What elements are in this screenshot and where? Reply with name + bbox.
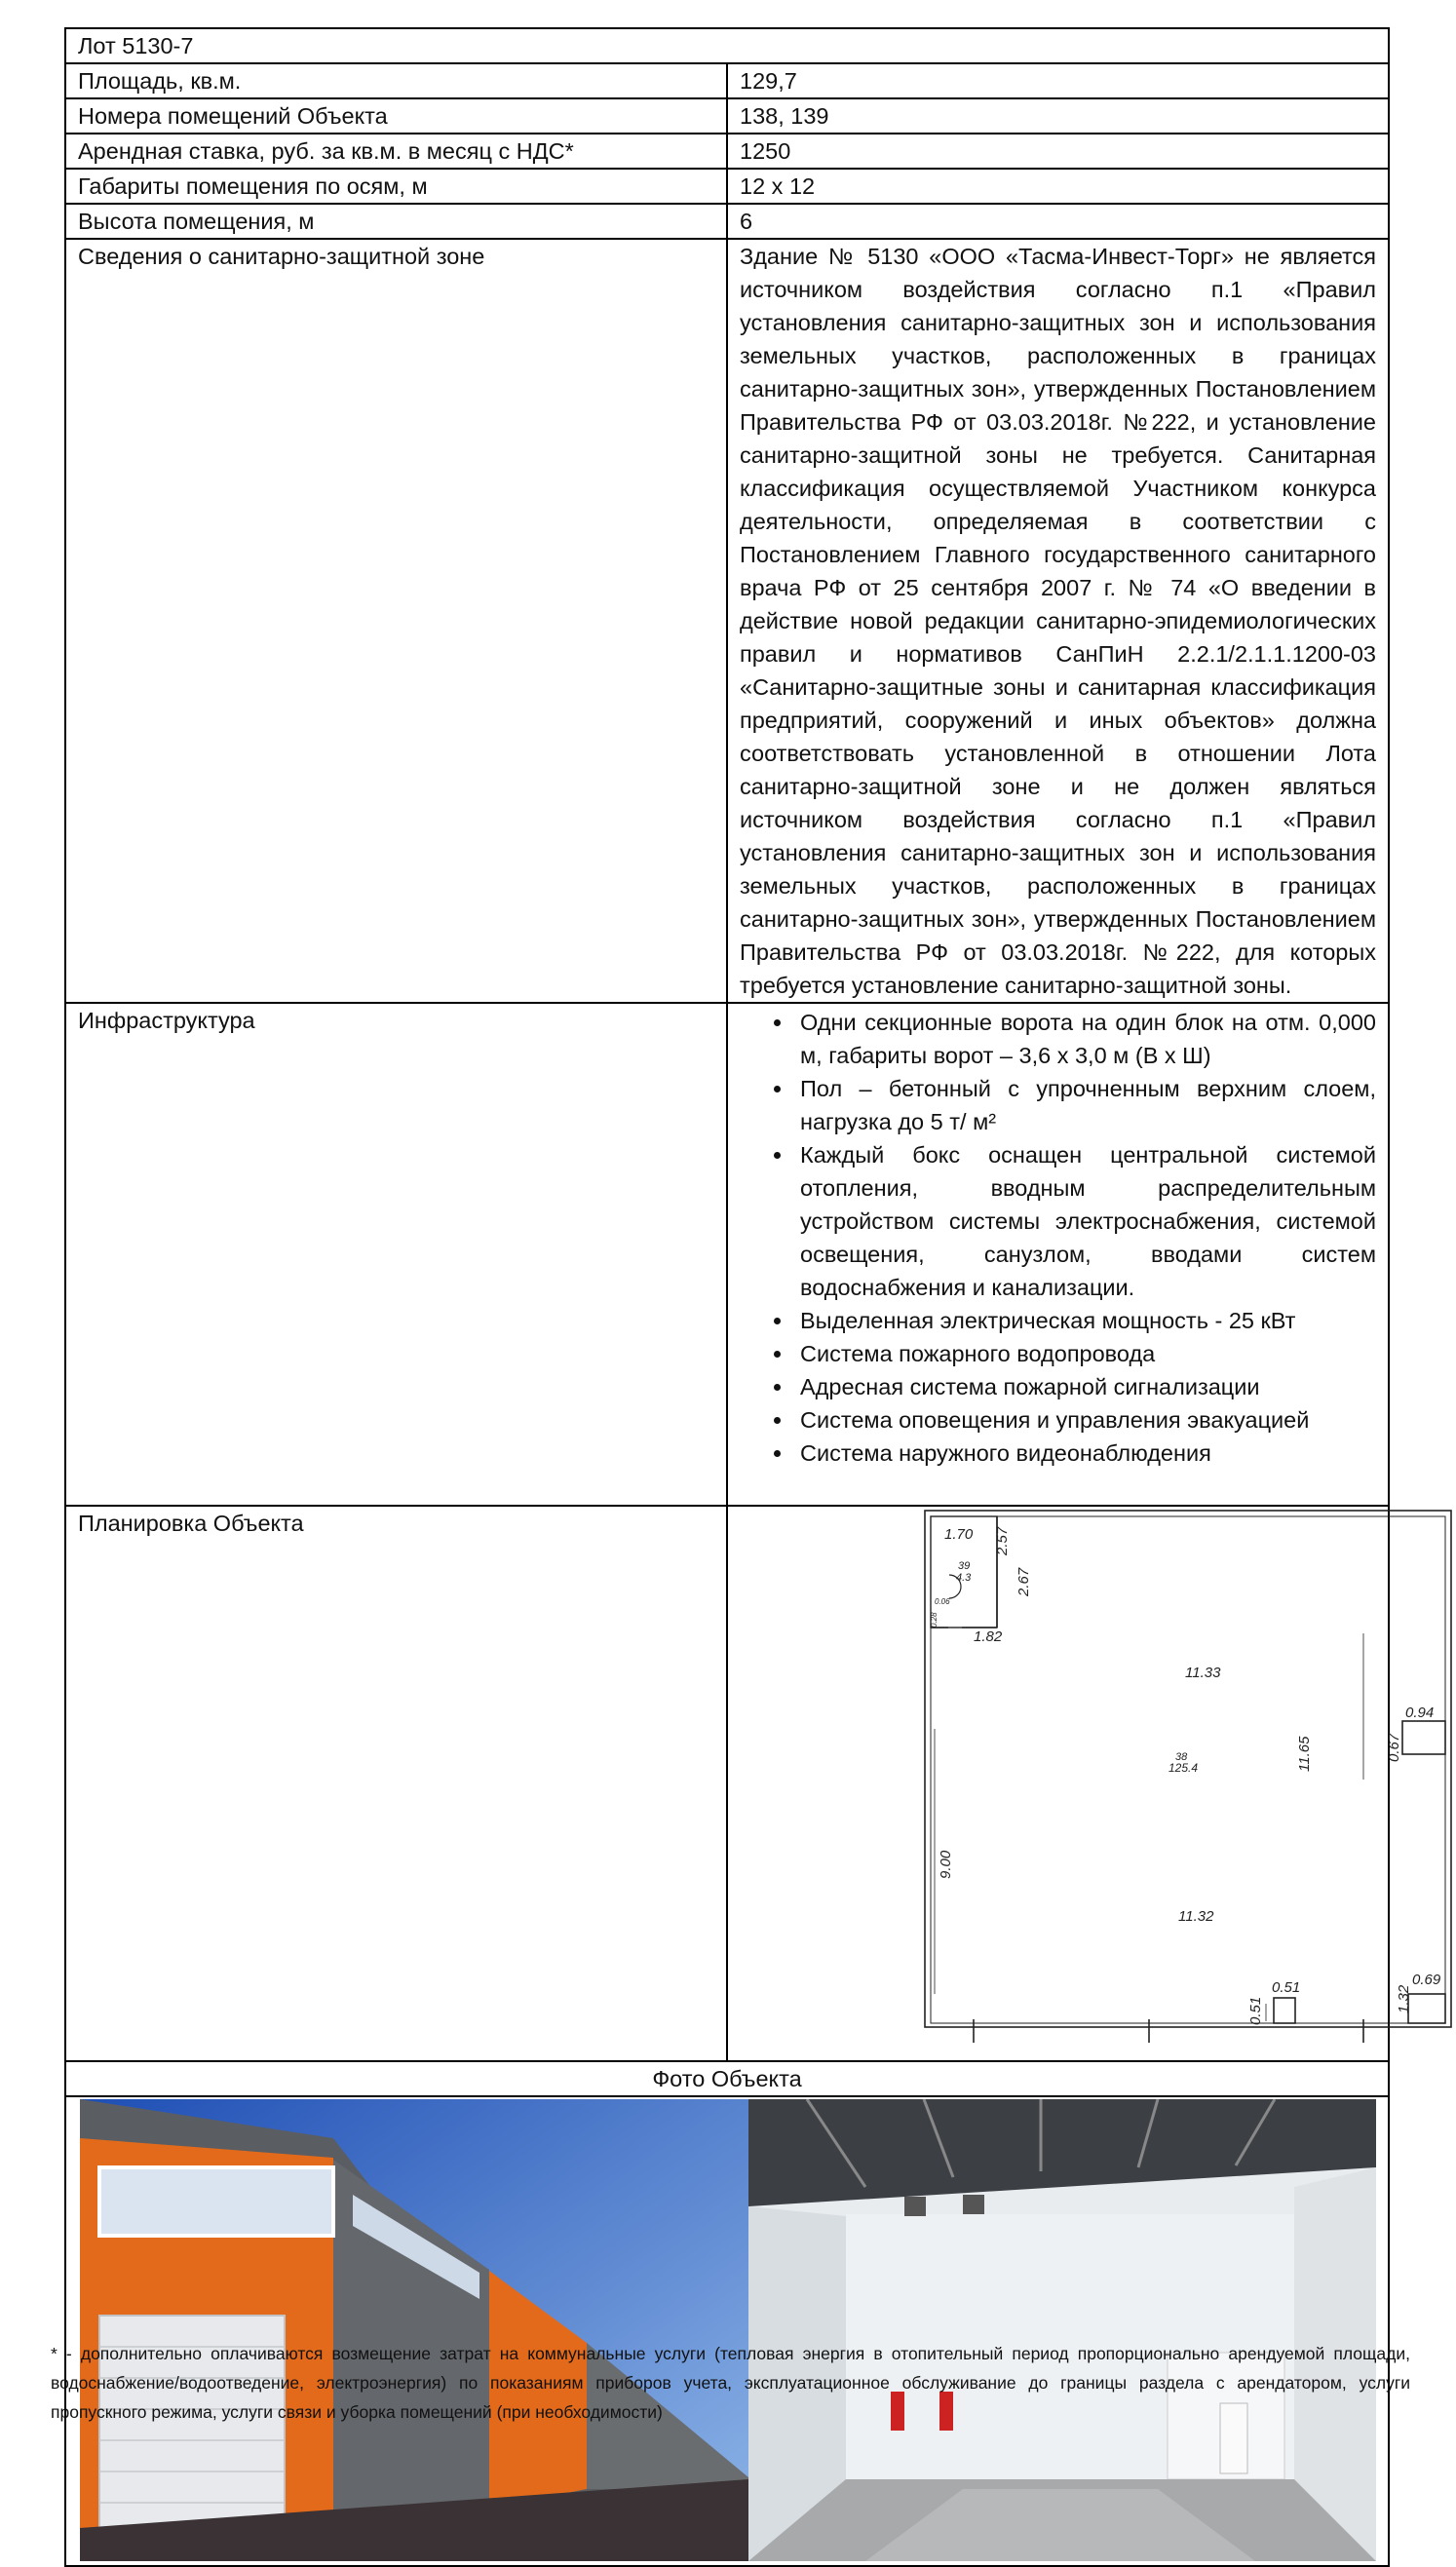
table-row [65, 1003, 1389, 1506]
rate-value: 1250 [727, 134, 1389, 169]
room-area-label: 125.4 [1169, 1761, 1199, 1775]
dim-label: 2.57 [994, 1526, 1011, 1555]
dim-label: 2.67 [1015, 1567, 1032, 1596]
area-value: 129,7 [727, 63, 1389, 98]
footnote: * - дополнительно оплачиваются возмещение затрат на коммунальные услуги (тепловая энергия в отопительный период пропорционально арендуемой площади, водоснабжение/водоотведение, электроэнергия) по показаниям приборов учета, эксплуатационное обслуживание до границы раздела с арендатором, услуги пропускного режима, услуги связи и уборка помещений (при необходимости) [51, 2344, 1410, 2422]
room-number-label: 39 [958, 1560, 971, 1572]
table-row [65, 98, 1389, 134]
dim-label: 0.69 [1412, 1972, 1441, 1988]
dim-label: 0.51 [1272, 1979, 1301, 1996]
height-label: Высота помещения, м [65, 204, 727, 239]
table-row [65, 169, 1389, 204]
table-row [65, 134, 1389, 169]
dim-label: 1.70 [944, 1526, 974, 1543]
infra-label: Инфраструктура [65, 1003, 727, 1506]
table-row [65, 1506, 1389, 2061]
dim-label: 11.32 [1178, 1908, 1214, 1925]
dim-label: 9.00 [938, 1850, 954, 1879]
room-number-label: 38 [1175, 1751, 1188, 1763]
dim-label: 0.28 [930, 1612, 939, 1628]
infra-list [740, 1006, 1376, 1470]
dim-label: 11.33 [1185, 1665, 1221, 1681]
list-item: • Система оповещения и управления эвакуацией [794, 1403, 1376, 1437]
photo-cell [65, 2096, 1389, 2566]
dim-label: 0.06 [935, 1597, 950, 1606]
photo-header-row [65, 2061, 1389, 2096]
sanitary-value: Здание № 5130 «ООО «Тасма-Инвест-Торг» не является источником воздействия согласно п.1 «Правил установления санитарно-защитных зон и использования земельных участков, расположенных в границах санитарно-защитных зон», утвержденных Постановлением Правительства РФ от 03.03.2018г. №222, и установление санитарно-защитной зоны не требуется. Санитарная классификация осуществляемой Участником конкурса деятельности, определяемая в соответствии с Постановлением Главного государственного санитарного врача РФ от 25 сентября 2007 г. № 74 «О введении в действие новой редакции санитарно-эпидемиологических правил и нормативов СанПиН 2.2.1/2.1.1.1200-03 «Санитарно-защитные зоны и санитарная классификация предприятий, сооружений и иных объектов» должна соответствовать установленной в отношении Лота санитарно-защитной зоне и не должен являться источником воздействия согласно п.1 «Правил установления санитарно-защитных зон и использования земельных участков, расположенных в границах санитарно-защитных зон», утвержденных Постановлением Правительства РФ от 03.03.2018г. №222, для которых требуется установление санитарно-защитной зоны. [727, 239, 1389, 1003]
rooms-label: Номера помещений Объекта [65, 98, 727, 134]
plan-cell [727, 1506, 1441, 2061]
lot-sheet [64, 27, 1441, 2567]
rate-label: Арендная ставка, руб. за кв.м. в месяц с НДС* [65, 134, 727, 169]
list-item: • Адресная система пожарной сигнализации [794, 1370, 1376, 1403]
lot-spec-table [64, 27, 1441, 2567]
list-item: • Выделенная электрическая мощность - 25 кВт [794, 1304, 1376, 1337]
dim-label: 0.94 [1405, 1705, 1435, 1721]
table-row [65, 63, 1389, 98]
photo-strip [80, 2099, 1376, 2561]
list-item: • Одни секционные ворота на один блок на отм. 0,000 м, габариты ворот – 3,6 х 3,0 м (В х Ш) [794, 1006, 1376, 1072]
room-area-label: 4.3 [956, 1572, 972, 1584]
table-row [65, 204, 1389, 239]
height-value: 6 [727, 204, 1389, 239]
dim-label: 0.51 [1247, 1996, 1264, 2025]
lot-row [65, 28, 1389, 63]
table-row [65, 239, 1389, 1003]
area-label: Площадь, кв.м. [65, 63, 727, 98]
rooms-value: 138, 139 [727, 98, 1389, 134]
list-item: • Пол – бетонный с упрочненным верхним слоем, нагрузка до 5 т/ м² [794, 1072, 1376, 1138]
warehouse-interior-photo [748, 2099, 1376, 2561]
lot-title: Лот 5130-7 [65, 28, 1389, 63]
dim-label: 1.82 [974, 1628, 1003, 1645]
size-value: 12 х 12 [727, 169, 1389, 204]
list-item: • Каждый бокс оснащен центральной системой отопления, вводным распределительным устройством системы электроснабжения, системой освещения, санузлом, вводами систем водоснабжения и канализации. [794, 1138, 1376, 1304]
list-item: • Система пожарного водопровода [794, 1337, 1376, 1370]
dim-label: 1.32 [1396, 1984, 1412, 2013]
dim-label: 11.65 [1296, 1736, 1313, 1772]
infra-value [727, 1003, 1389, 1506]
size-label: Габариты помещения по осям, м [65, 169, 727, 204]
photo-row [65, 2096, 1389, 2566]
photo-title: Фото Объекта [65, 2061, 1389, 2096]
floor-plan-drawing [740, 1507, 1456, 2058]
sanitary-label: Сведения о санитарно-защитной зоне [65, 239, 727, 1003]
dim-label: 0.67 [1386, 1733, 1402, 1762]
plan-label: Планировка Объекта [65, 1506, 727, 2061]
building-exterior-photo [80, 2099, 748, 2561]
list-item: • Система наружного видеонаблюдения [794, 1437, 1376, 1470]
